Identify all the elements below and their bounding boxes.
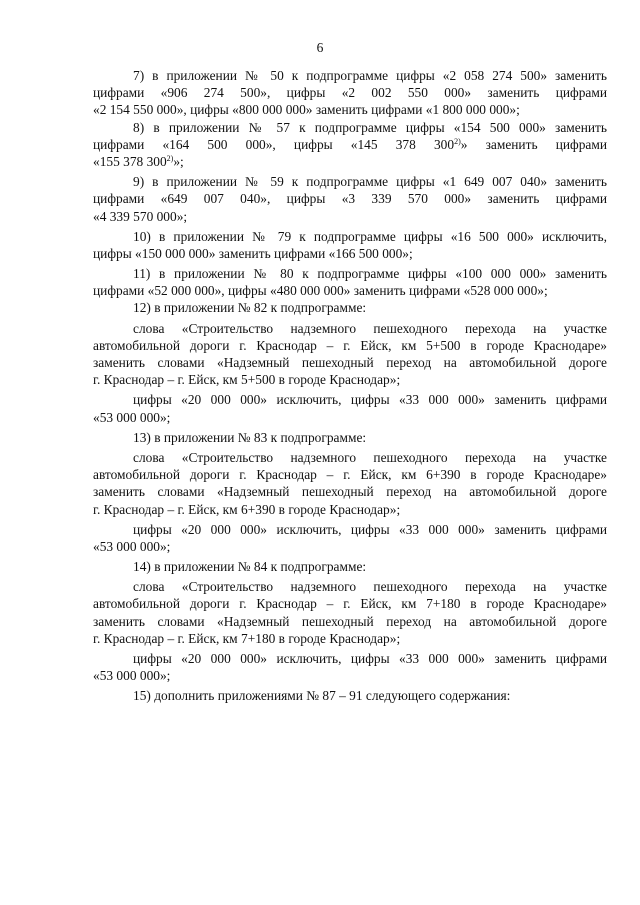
text-line: «53 000 000»; bbox=[93, 668, 171, 684]
text-line: слова «Строительство надземного пешеходного перехода на участке bbox=[133, 579, 607, 595]
text-line: 10) в приложении № 79 к подпрограмме цифры «16 500 000» исключить, bbox=[133, 228, 607, 244]
text-line: «2 154 550 000», цифры «800 000 000» заменить цифрами «1 800 000 000»; bbox=[93, 102, 520, 118]
text-line: цифрами «52 000 000», цифры «480 000 000» заменить цифрами «528 000 000»; bbox=[93, 283, 548, 299]
text-line: цифры «20 000 000» исключить, цифры «33 000 000» заменить цифрами bbox=[133, 651, 607, 666]
text-line bbox=[93, 136, 607, 153]
text-line: заменить словами «Надземный пешеходный переход на автомобильной дороге bbox=[93, 355, 607, 370]
text-segment: »; bbox=[173, 153, 184, 169]
text-line: 14) в приложении № 84 к подпрограмме: bbox=[133, 559, 367, 575]
text-segment: » заменить цифрами bbox=[460, 136, 607, 152]
text-segment: цифрами «164 500 000», цифры «145 378 300 bbox=[93, 136, 455, 152]
text-line: автомобильной дороги г. Краснодар – г. Ейск, км 7+180 в городе Краснодаре» bbox=[93, 596, 607, 612]
text-line: цифры «20 000 000» исключить, цифры «33 000 000» заменить цифрами bbox=[133, 521, 607, 537]
text-line: 12) в приложении № 82 к подпрограмме: bbox=[133, 300, 367, 316]
document-body bbox=[93, 67, 607, 705]
text-line: 8) в приложении № 57 к подпрограмме цифры «154 500 000» заменить bbox=[133, 119, 607, 135]
text-line: г. Краснодар – г. Ейск, км 6+390 в городе Краснодар»; bbox=[93, 501, 401, 517]
text-line: 7) в приложении № 50 к подпрограмме цифры «2 058 274 500» заменить bbox=[133, 68, 607, 83]
text-line: 11) в приложении № 80 к подпрограмме цифры «100 000 000» заменить bbox=[133, 266, 607, 282]
text-line: цифрами «649 007 040», цифры «3 339 570 000» заменить цифрами bbox=[93, 191, 607, 207]
text-line: 15) дополнить приложениями № 87 – 91 следующего содержания: bbox=[133, 688, 511, 704]
text-line: «53 000 000»; bbox=[93, 538, 171, 554]
text-segment: «155 378 300 bbox=[93, 153, 167, 169]
text-line: «53 000 000»; bbox=[93, 409, 171, 425]
text-line bbox=[93, 153, 607, 170]
text-line: г. Краснодар – г. Ейск, км 5+500 в городе Краснодар»; bbox=[93, 372, 401, 388]
footnote-marker: 2) bbox=[454, 136, 461, 146]
text-line: «4 339 570 000»; bbox=[93, 208, 188, 224]
text-line: заменить словами «Надземный пешеходный переход на автомобильной дороге bbox=[93, 484, 607, 500]
text-line: цифры «20 000 000» исключить, цифры «33 000 000» заменить цифрами bbox=[133, 392, 607, 408]
text-line: цифры «150 000 000» заменить цифрами «166 500 000»; bbox=[93, 245, 413, 261]
text-line: 9) в приложении № 59 к подпрограмме цифры «1 649 007 040» заменить bbox=[133, 174, 607, 190]
text-line: цифрами «906 274 500», цифры «2 002 550 000» заменить цифрами bbox=[93, 85, 607, 101]
text-line: г. Краснодар – г. Ейск, км 7+180 в городе Краснодар»; bbox=[93, 630, 401, 646]
footnote-marker: 2) bbox=[166, 153, 174, 163]
text-line: автомобильной дороги г. Краснодар – г. Ейск, км 6+390 в городе Краснодаре» bbox=[93, 467, 607, 483]
text-line: автомобильной дороги г. Краснодар – г. Ейск, км 5+500 в городе Краснодаре» bbox=[93, 337, 607, 353]
text-line: слова «Строительство надземного пешеходного перехода на участке bbox=[133, 320, 607, 336]
text-line: 13) в приложении № 83 к подпрограмме: bbox=[133, 429, 367, 445]
text-line: слова «Строительство надземного пешеходного перехода на участке bbox=[133, 449, 607, 465]
page-number: 6 bbox=[316, 40, 324, 55]
text-line: заменить словами «Надземный пешеходный переход на автомобильной дороге bbox=[93, 613, 607, 629]
